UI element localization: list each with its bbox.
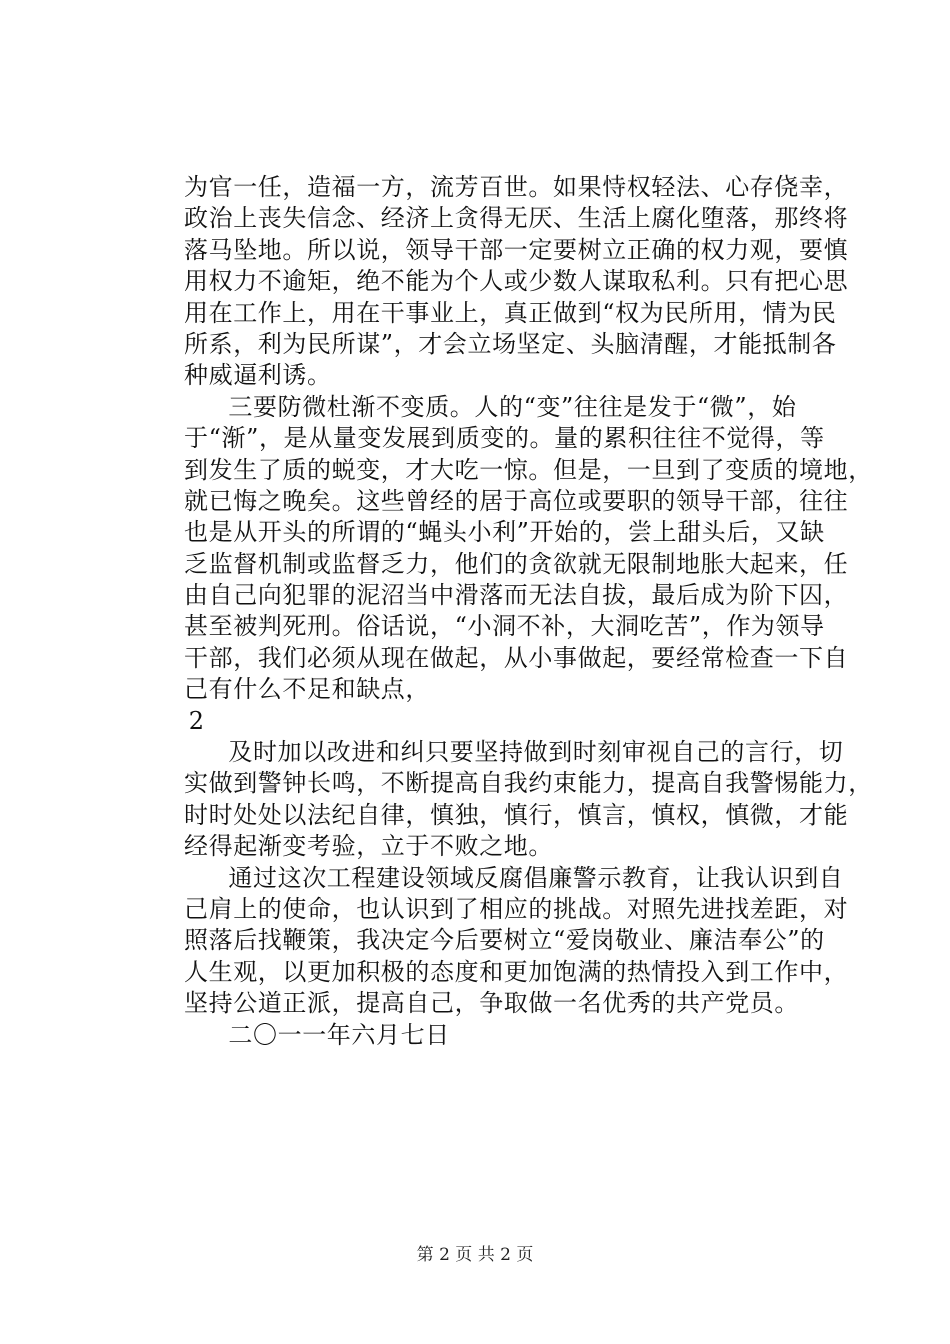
text-line: 干部，我们必须从现在做起，从小事做起，要经常检查一下自: [184, 643, 849, 672]
text-line: 由自己向犯罪的泥沼当中滑落而无法自拔，最后成为阶下囚，: [184, 581, 849, 610]
text-line: 通过这次工程建设领域反腐倡廉警示教育，让我认识到自: [228, 863, 844, 892]
text-line: 人生观，以更加积极的态度和更加饱满的热情投入到工作中，: [184, 957, 849, 986]
text-line: 就已悔之晚矣。这些曾经的居于高位或要职的领导干部，往往: [184, 486, 849, 515]
text-line: 于“渐”，是从量变发展到质变的。量的累积往往不觉得，等: [184, 424, 825, 453]
text-line: 照落后找鞭策，我决定今后要树立“爱岗敬业、廉洁奉公”的: [184, 926, 825, 955]
text-line: 种威逼利诱。: [184, 361, 332, 390]
page-footer: 第 2 页 共 2 页: [416, 1245, 534, 1265]
text-line: 用在工作上，用在干事业上，真正做到“权为民所用，情为民: [184, 298, 837, 327]
text-line: 也是从开头的所谓的“蝇头小利”开始的，尝上甜头后，又缺: [184, 518, 825, 547]
text-line: 坚持公道正派，提高自己，争取做一名优秀的共产党员。: [184, 989, 799, 1018]
text-line: 落马坠地。所以说，领导干部一定要树立正确的权力观，要慎: [184, 235, 849, 264]
text-line: 己有什么不足和缺点，: [184, 675, 430, 704]
text-line: 政治上丧失信念、经济上贪得无厌、生活上腐化堕落，那终将: [184, 204, 849, 233]
text-line: 实做到警钟长鸣，不断提高自我约束能力，提高自我警惕能力，: [184, 769, 873, 798]
page-number-marker: 2: [188, 706, 205, 735]
text-line: 经得起渐变考验，立于不败之地。: [184, 832, 553, 861]
text-line: 用权力不逾矩，绝不能为个人或少数人谋取私利。只有把心思: [184, 267, 849, 296]
text-line: 乏监督机制或监督乏力，他们的贪欲就无限制地胀大起来，任: [184, 549, 849, 578]
text-line: 三要防微杜渐不变质。人的“变”往往是发于“微”，始: [228, 392, 797, 421]
text-line: 二〇一一年六月七日: [228, 1020, 450, 1049]
text-line: 及时加以改进和纠只要坚持做到时刻审视自己的言行，切: [228, 738, 844, 767]
text-line: 为官一任，造福一方，流芳百世。如果恃权轻法、心存侥幸，: [184, 173, 849, 201]
text-line: 甚至被判死刑。俗话说，“小洞不补，大洞吃苦”，作为领导: [184, 612, 825, 641]
text-line: 时时处处以法纪自律，慎独，慎行，慎言，慎权，慎微，才能: [184, 800, 849, 829]
text-line: 己肩上的使命，也认识到了相应的挑战。对照先进找差距，对: [184, 894, 849, 923]
text-line: 到发生了质的蜕变，才大吃一惊。但是，一旦到了变质的境地，: [184, 455, 873, 484]
text-line: 所系，利为民所谋”，才会立场坚定、头脑清醒，才能抵制各: [184, 329, 837, 358]
document-body: [184, 172, 873, 1051]
